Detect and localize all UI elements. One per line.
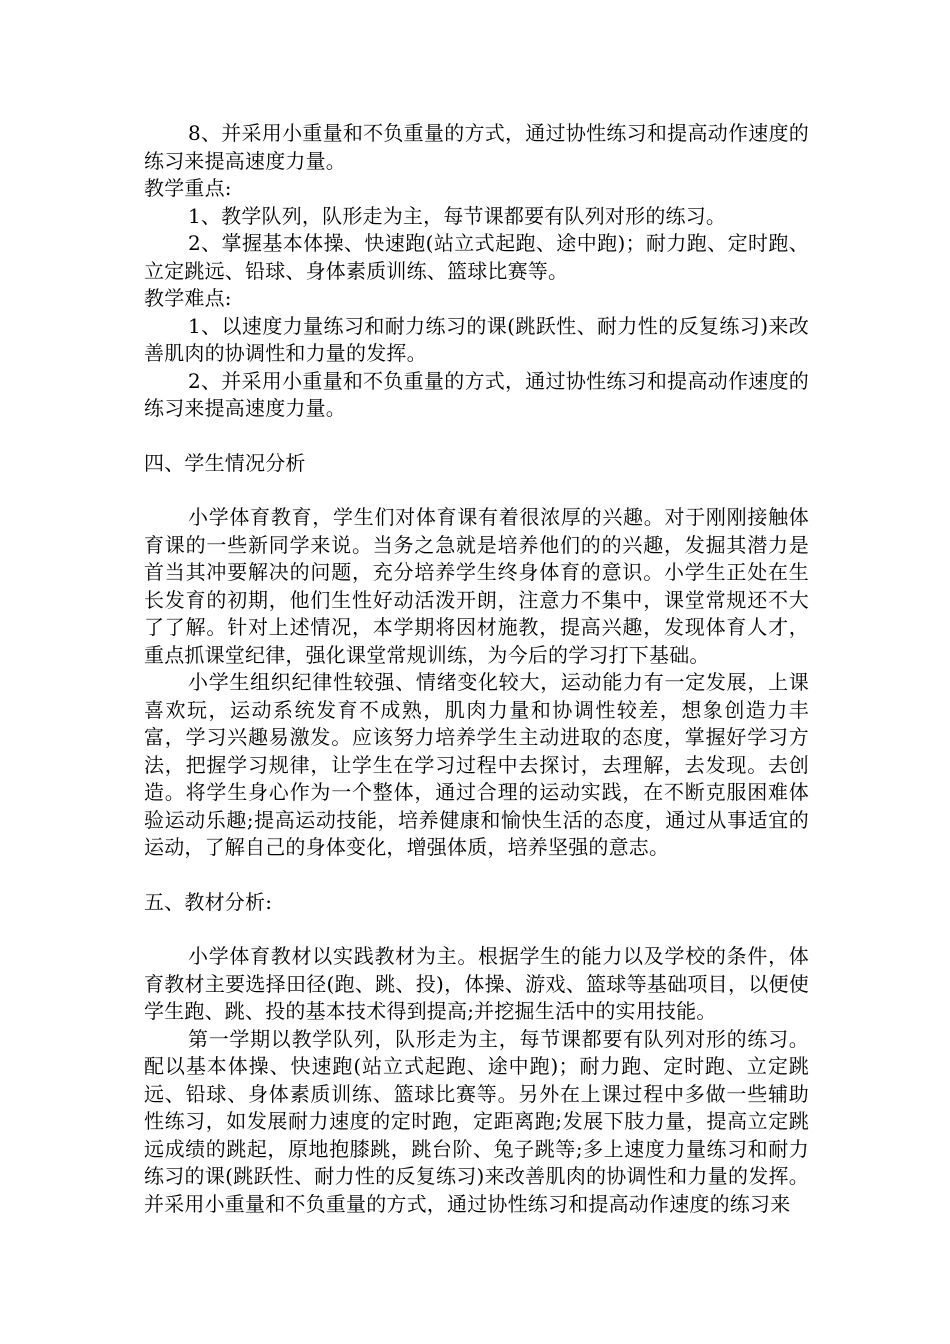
key-points-label: 教学重点: (144, 176, 232, 200)
section-5-heading: 五、教材分析: (144, 889, 273, 914)
section-4-heading: 四、学生情况分析 (144, 450, 306, 475)
document-body (144, 120, 809, 1218)
section-4-paragraph: 小学生组织纪律性较强、情绪变化较大，运动能力有一定发展，上课喜欢玩，运动系统发育不成熟，肌肉力量和协调性较差，想象创造力丰富，学习兴趣易激发。应该努力培养学生主动进取的态度，掌握好学习方法，把握学习规律，让学生在学习过程中去探讨，去理解，去发现。去创造。将学生身心作为一个整体，通过合理的运动实践，在不断克服困难体验运动乐趣;提高运动技能，培养健康和愉快生活的态度，通过从事适宜的运动，了解自己的身体变化，增强体质，培养坚强的意志。 (144, 670, 809, 859)
intro-item: 8、并采用小重量和不负重量的方式，通过协性练习和提高动作速度的练习来提高速度力量。 (144, 121, 809, 173)
section-4-paragraph: 小学体育教育，学生们对体育课有着很浓厚的兴趣。对于刚刚接触体育课的一些新同学来说。当务之急就是培养他们的的兴趣，发掘其潜力是首当其冲要解决的问题，充分培养学生终身体育的意识。小学生正处在生长发育的初期，他们生性好动活泼开朗，注意力不集中，课堂常规还不大了了解。针对上述情况，本学期将因材施教，提高兴趣，发现体育人才，重点抓课堂纪律，强化课堂常规训练，为今后的学习打下基础。 (144, 505, 809, 667)
key-point-item: 2、掌握基本体操、快速跑(站立式起跑、途中跑)；耐力跑、定时跑、立定跳远、铅球、身体素质训练、篮球比赛等。 (144, 231, 809, 283)
difficult-points-label: 教学难点: (144, 286, 232, 310)
section-5-paragraph: 第一学期以教学队列，队形走为主，每节课都要有队列对形的练习。配以基本体操、快速跑(站立式起跑、途中跑)；耐力跑、定时跑、立定跳远、铅球、身体素质训练、篮球比赛等。另外在上课过程中多做一些辅助性练习，如发展耐力速度的定时跑，定距离跑;发展下肢力量，提高立定跳远成绩的跳起，原地抱膝跳，跳台阶、兔子跳等;多上速度力量练习和耐力练习的课(跳跃性、耐力性的反复练习)来改善肌肉的协调性和力量的发挥。并采用小重量和不负重量的方式，通过协性练习和提高动作速度的练习来 (144, 1026, 809, 1216)
key-point-item: 1、教学队列，队形走为主，每节课都要有队列对形的练习。 (188, 203, 727, 228)
difficult-point-item: 1、以速度力量练习和耐力练习的课(跳跃性、耐力性的反复练习)来改善肌肉的协调性和力量的发挥。 (144, 313, 809, 365)
section-5-paragraph: 小学体育教材以实践教材为主。根据学生的能力以及学校的条件，体育教材主要选择田径(跑、跳、投)，体操、游戏、篮球等基础项目，以便使学生跑、跳、投的基本技术得到提高;并挖掘生活中的实用技能。 (144, 944, 809, 1023)
difficult-point-item: 2、并采用小重量和不负重量的方式，通过协性练习和提高动作速度的练习来提高速度力量。 (144, 368, 809, 420)
